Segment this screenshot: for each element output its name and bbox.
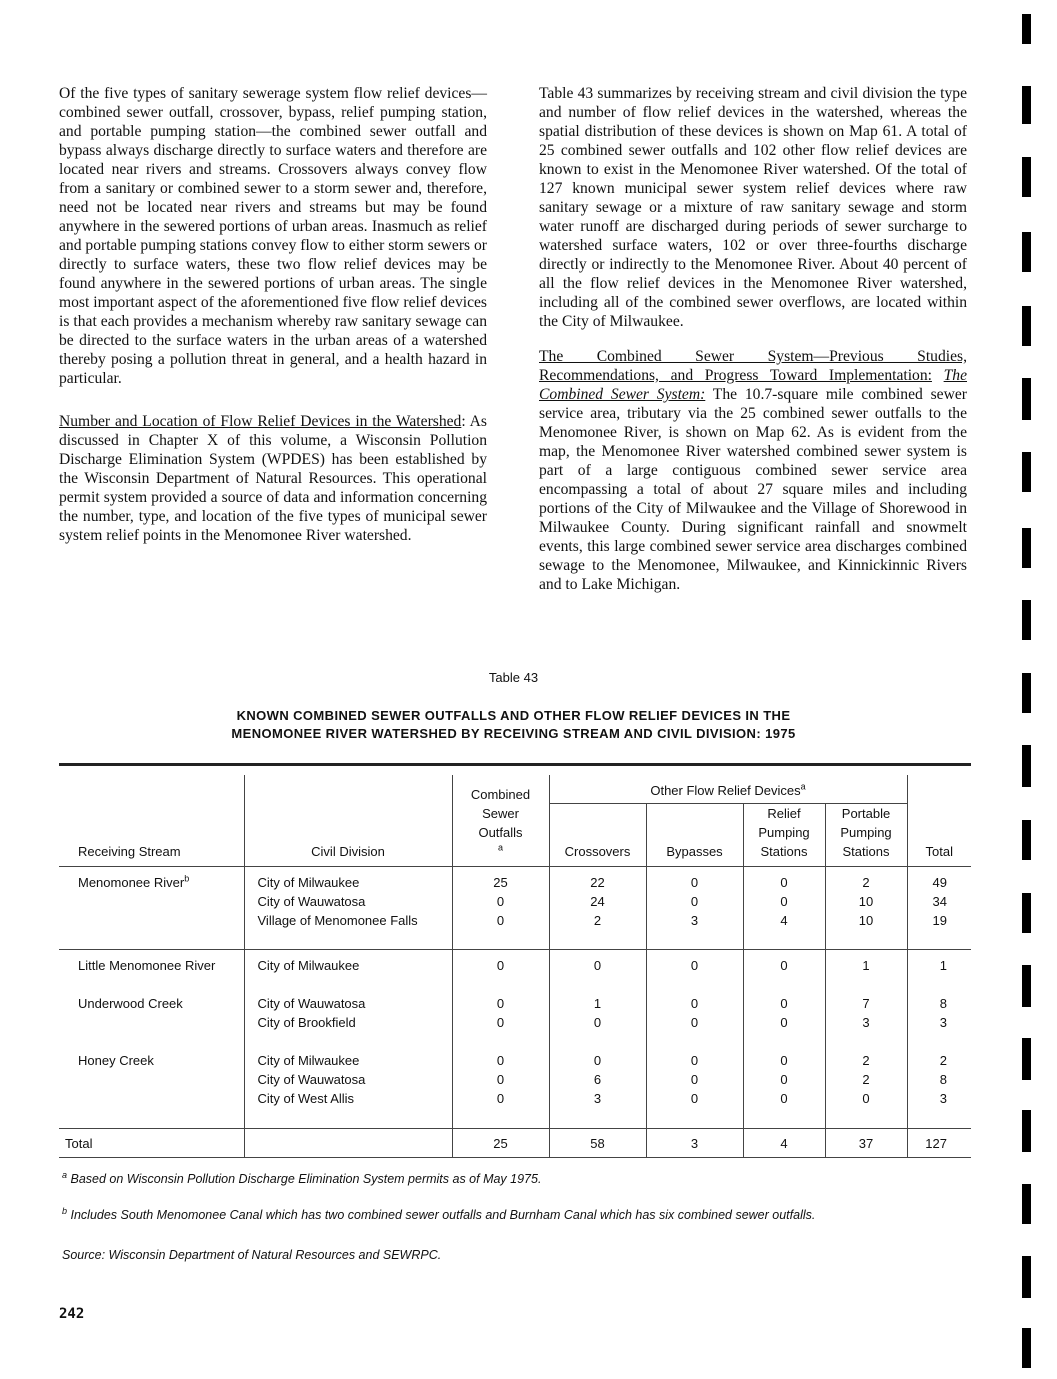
footnote-a: $^a$ Based on Wisconsin Pollution Discharge Elimination System permits as of May 1975. [62,1169,542,1186]
total-cell: 37 [825,1129,907,1158]
cell-portable-pumping: 2 [825,1070,907,1089]
page-number: 242 [59,1306,85,1322]
cell-relief-pumping: 4 [743,911,825,930]
cell-relief-pumping: 0 [743,956,825,975]
subheading-combined-sewer-system: The Combined Sewer System: [539,367,968,403]
cell-portable-pumping: 10 [825,911,907,930]
left-text-column [59,84,487,545]
total-cell: 127 [907,1129,971,1158]
cell-portable-pumping: 2 [825,873,907,892]
cell-relief-pumping: 0 [743,892,825,911]
cell-relief-pumping: 0 [743,1051,825,1070]
paragraph-flow-relief-types: Of the five types of sanitary sewerage system flow relief devices—combined sewer outfall, crossover, bypass, relief pumping station, and portable pumping station—the combined sewer outfall and bypass always discharge directly to surface waters and therefore are located near rivers and streams. Crossovers always convey flow from a sanitary or combined sewer to a storm sewer and, therefore, need not be located near rivers and streams but may be found anywhere in the sewered portions of urban areas. Inasmuch as relief and portable pumping stations convey flow to either storm sewers or directly to surface waters, these two flow relief devices may be found anywhere in the sewered portions of urban areas. The single most important aspect of the aforementioned five flow relief devices is that each provides a mechanism whereby raw sanitary sewage can be directed to the surface waters in the urban areas of a watershed thereby posing a pollution threat in general, and a health hazard in particular. [59,85,487,387]
cell-total: 1 [939,958,947,973]
scan-mark [1022,1184,1031,1224]
cell-civil-division: City of Milwaukee [244,873,452,892]
cell-bypasses: 0 [646,1070,743,1089]
scan-mark [1022,893,1031,933]
cell-combined-outfalls: 0 [452,1051,549,1070]
cell-portable-pumping: 10 [825,892,907,911]
cell-receiving-stream: Menomonee River$^b$ [59,873,244,892]
cell-civil-division: City of Wauwatosa [244,994,452,1013]
table-number: Table 43 [488,670,539,685]
total-cell: 3 [646,1129,743,1158]
scan-mark [1022,965,1031,1007]
table-spacer [59,1032,971,1051]
footnote-b: $^b$ Includes South Menomonee Canal which has two combined sewer outfalls and Burnham Canal which has six combined sewer outfalls. [62,1205,816,1222]
header-relief-pumping-stations: Relief Pumping Stations [743,804,825,867]
scan-mark [1022,232,1031,272]
cell-total: 3 [939,1015,947,1030]
cell-combined-outfalls: 0 [452,892,549,911]
cell-crossovers: 24 [549,892,646,911]
header-combined-line-3: Outfalls $^a$ [478,825,523,853]
table-title [0,707,1027,743]
cell-receiving-stream: Underwood Creek [59,994,244,1013]
paragraph-table-summary: Table 43 summarizes by receiving stream and civil division the type and number of flow relief devices in the watershed, whereas the spatial distribution of these devices is shown on Map 61. A total of 25 combined sewer outfalls and 102 other flow relief devices are known to exist in the Menomonee River watershed. Of the total of 127 known municipal sewer system relief devices where raw sanitary sewage or a mixture of raw sanitary sewage and storm water runoff are discharged during periods of sewer surcharge to watershed surface waters, 102 or over three-fourths discharge directly or indirectly to the Menomonee River. About 40 percent of all the flow relief devices in the Menomonee River watershed, including all of the combined sewer overflows, are located within the City of Milwaukee. [539,85,967,330]
scan-mark [1022,745,1031,787]
scan-mark [1022,1328,1031,1368]
cell-total: 8 [939,1072,947,1087]
cell-combined-outfalls: 0 [452,1013,549,1032]
cell-crossovers: 0 [549,956,646,975]
cell-bypasses: 3 [646,911,743,930]
cell-total: 49 [932,875,947,890]
table-spacer [59,1108,971,1129]
table-row [59,1070,971,1089]
table-spacer [59,930,971,950]
cell-portable-pumping: 7 [825,994,907,1013]
source-note: Source: Wisconsin Department of Natural Resources and SEWRPC. [62,1248,442,1262]
table-row [59,1051,971,1070]
total-label: Total [59,1129,244,1158]
cell-receiving-stream: Honey Creek [59,1051,244,1070]
cell-civil-division: City of Wauwatosa [244,1070,452,1089]
cell-bypasses: 0 [646,994,743,1013]
cell-total: 8 [939,996,947,1011]
paragraph-number-location-text: : As discussed in Chapter X of this volume, a Wisconsin Pollution Discharge Elimination System (WPDES) has been established by the Wisconsin Department of Natural Resources. This operational permit system provided a source of data and information concerning the number, type, and location of the five types of municipal sewer system relief points in the Menomonee River watershed. [59,413,487,544]
cell-crossovers: 0 [549,1051,646,1070]
cell-receiving-stream [59,1070,244,1089]
header-bypasses: Bypasses [646,804,743,867]
table-row [59,956,971,975]
cell-receiving-stream: Little Menomonee River [59,956,244,975]
table-row [59,1089,971,1108]
scan-mark [1022,528,1031,568]
flow-relief-devices-table [59,763,971,1158]
table-row [59,1013,971,1032]
paragraph-combined-sewer-system [539,347,967,594]
header-receiving-stream: Receiving Stream [59,775,244,867]
table-row [59,994,971,1013]
cell-civil-division: City of Wauwatosa [244,892,452,911]
cell-receiving-stream [59,892,244,911]
cell-total: 19 [932,913,947,928]
cell-bypasses: 0 [646,892,743,911]
cell-receiving-stream [59,1089,244,1108]
table-title-line-2: MENOMONEE RIVER WATERSHED BY RECEIVING STREAM AND CIVIL DIVISION: 1975 [231,726,796,741]
scan-mark [1022,306,1031,346]
scan-mark [1022,86,1031,124]
cell-combined-outfalls: 0 [452,1089,549,1108]
right-text-column [539,84,967,594]
section-heading-number-location: Number and Location of Flow Relief Devices in the Watershed [59,413,462,430]
paragraph-combined-sewer-text: The 10.7-square mile combined sewer service area, tributary via the 25 combined sewer outfalls to the Menomonee River, is shown on Map 62. As is evident from the map, the Menomonee River watershed combined sewer system is part of a large contiguous combined sewer service area encompassing a total of about 27 square miles and including portions of the City of Milwaukee and the Village of Shorewood in Milwaukee County. During significant rainfall and snowmelt events, this large combined sewer service area discharges combined sewage to the Menomonee, Milwaukee, and Kinnickinnic Rivers and to Lake Michigan. [539,386,967,593]
total-cell: 4 [743,1129,825,1158]
cell-bypasses: 0 [646,1089,743,1108]
cell-bypasses: 0 [646,1051,743,1070]
header-combined-sewer-outfalls [452,775,549,867]
cell-bypasses: 0 [646,1013,743,1032]
table-total-row [59,1129,971,1158]
cell-civil-division: City of Brookfield [244,1013,452,1032]
paragraph-number-location [59,412,487,545]
table-body [59,867,971,1158]
scan-mark [1022,14,1031,44]
cell-civil-division: City of Milwaukee [244,956,452,975]
cell-crossovers: 22 [549,873,646,892]
header-other-flow-relief-devices: Other Flow Relief Devices$^a$ [549,775,907,804]
cell-combined-outfalls: 0 [452,1070,549,1089]
section-heading-combined-sewer: The Combined Sewer System—Previous Studies, Recommendations, and Progress Toward Implementation: [539,348,967,384]
table-row [59,892,971,911]
cell-portable-pumping: 2 [825,1051,907,1070]
cell-bypasses: 0 [646,873,743,892]
table-row [59,873,971,892]
cell-crossovers: 3 [549,1089,646,1108]
scan-mark [1022,673,1031,713]
header-portable-pumping-stations: Portable Pumping Stations [825,804,907,867]
table-title-line-1: KNOWN COMBINED SEWER OUTFALLS AND OTHER FLOW RELIEF DEVICES IN THE [236,708,791,723]
cell-combined-outfalls: 0 [452,911,549,930]
cell-crossovers: 1 [549,994,646,1013]
cell-relief-pumping: 0 [743,1013,825,1032]
scan-mark [1022,600,1031,640]
scan-mark [1022,820,1031,860]
cell-total: 3 [939,1091,947,1106]
header-crossovers: Crossovers [549,804,646,867]
cell-combined-outfalls: 0 [452,994,549,1013]
cell-portable-pumping: 3 [825,1013,907,1032]
cell-total: 2 [939,1053,947,1068]
header-civil-division: Civil Division [244,775,452,867]
cell-bypasses: 0 [646,956,743,975]
cell-receiving-stream [59,911,244,930]
cell-receiving-stream [59,1013,244,1032]
cell-combined-outfalls: 25 [452,873,549,892]
cell-portable-pumping: 1 [825,956,907,975]
scan-mark [1022,452,1031,492]
total-cell [244,1129,452,1158]
cell-civil-division: City of West Allis [244,1089,452,1108]
cell-relief-pumping: 0 [743,1089,825,1108]
cell-crossovers: 2 [549,911,646,930]
scan-mark [1022,1038,1031,1080]
total-cell: 25 [452,1129,549,1158]
cell-relief-pumping: 0 [743,994,825,1013]
scan-mark [1022,1256,1031,1298]
scan-mark [1022,378,1031,420]
total-cell: 58 [549,1129,646,1158]
cell-civil-division: Village of Menomonee Falls [244,911,452,930]
cell-crossovers: 6 [549,1070,646,1089]
cell-relief-pumping: 0 [743,873,825,892]
cell-combined-outfalls: 0 [452,956,549,975]
scan-mark [1022,157,1031,197]
header-combined-line-2: Sewer [482,806,519,821]
scan-mark [1022,1110,1031,1152]
cell-portable-pumping: 0 [825,1089,907,1108]
cell-crossovers: 0 [549,1013,646,1032]
cell-total: 34 [932,894,947,909]
header-total: Total [907,775,971,867]
header-combined-line-1: Combined [470,787,531,802]
table-row [59,911,971,930]
cell-relief-pumping: 0 [743,1070,825,1089]
cell-civil-division: City of Milwaukee [244,1051,452,1070]
table-spacer [59,975,971,994]
